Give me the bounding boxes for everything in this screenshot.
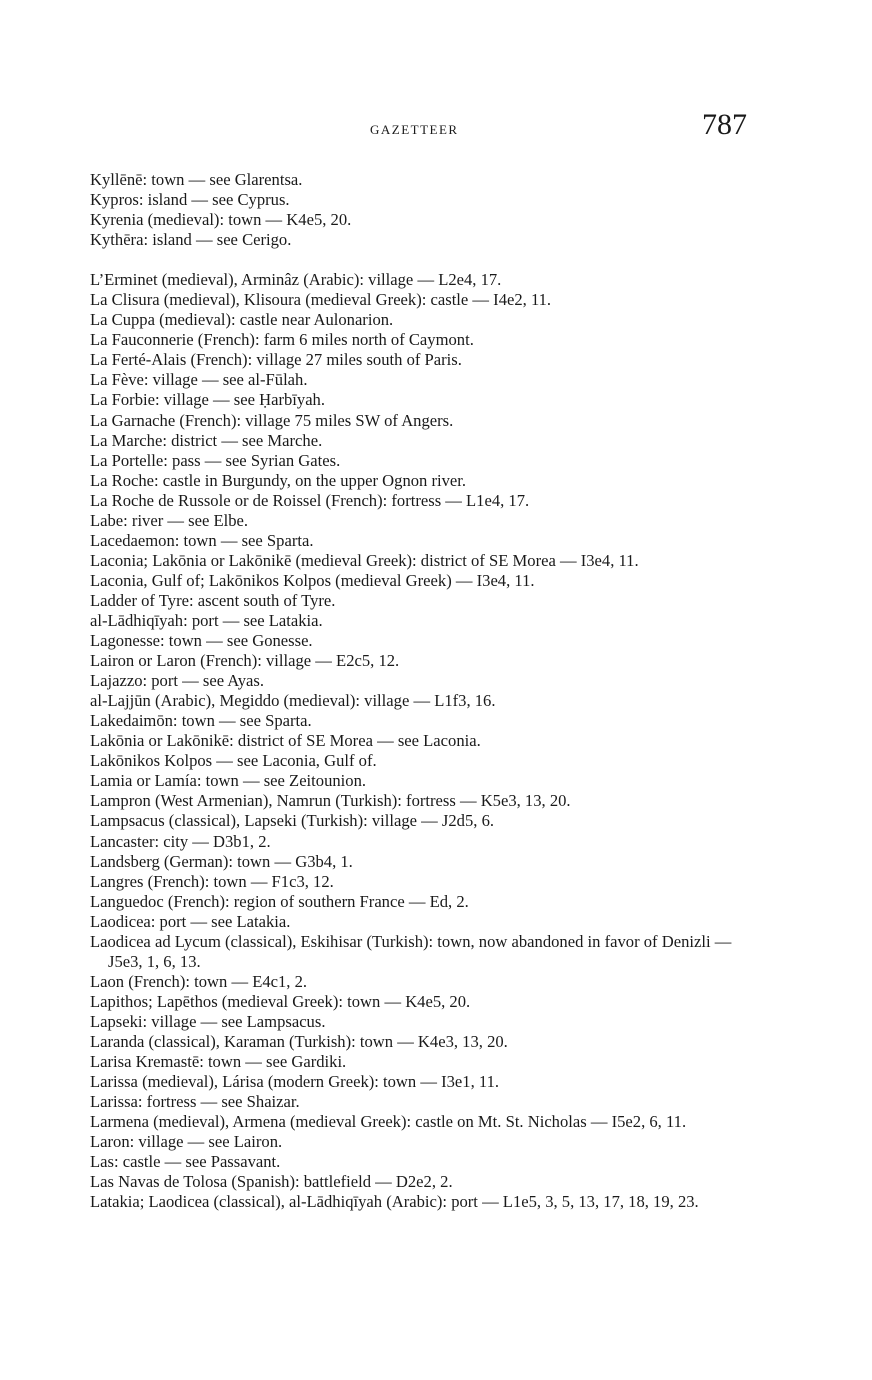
gazetteer-entry: Laodicea: port — see Latakia. <box>90 911 291 931</box>
gazetteer-entry: Laconia, Gulf of; Lakōnikos Kolpos (medieval Greek) — I3e4, 11. <box>90 570 535 590</box>
gazetteer-entry: Lapseki: village — see Lampsacus. <box>90 1011 326 1031</box>
gazetteer-entry: La Garnache (French): village 75 miles SW of Angers. <box>90 410 454 430</box>
gazetteer-entry: Laconia; Lakōnia or Lakōnikē (medieval Greek): district of SE Morea — I3e4, 11. <box>90 550 639 570</box>
gazetteer-entry: Larissa (medieval), Lárisa (modern Greek): town — I3e1, 11. <box>90 1072 500 1092</box>
entry-group-l <box>90 270 750 1212</box>
gazetteer-entry: Laon (French): town — E4c1, 2. <box>90 971 308 991</box>
gazetteer-entry: Kyllēnē: town — see Glarentsa. <box>90 170 303 189</box>
gazetteer-entry: Larmena (medieval), Armena (medieval Greek): castle on Mt. St. Nicholas — I5e2, 6, 11. <box>90 1112 687 1132</box>
gazetteer-entry: Las: castle — see Passavant. <box>90 1152 281 1172</box>
gazetteer-entry: Labe: river — see Elbe. <box>90 510 249 530</box>
entry-group-k <box>90 170 750 250</box>
gazetteer-entry: La Fauconnerie (French): farm 6 miles north of Caymont. <box>90 330 474 350</box>
gazetteer-entry: La Forbie: village — see Ḥarbīyah. <box>90 390 326 410</box>
gazetteer-entry: Laodicea ad Lycum (classical), Eskihisar (Turkish): town, now abandoned in favor of Denizli — J5e3, 1, 6, 13. <box>90 931 732 971</box>
gazetteer-entry: Kypros: island — see Cyprus. <box>90 190 290 210</box>
gazetteer-entry: Latakia; Laodicea (classical), al-Lādhiqīyah (Arabic): port — L1e5, 3, 5, 13, 17, 18, 19, 23. <box>90 1192 699 1212</box>
gazetteer-entry: Lapithos; Lapēthos (medieval Greek): town — K4e5, 20. <box>90 991 471 1011</box>
gazetteer-entry: La Fève: village — see al-Fūlah. <box>90 370 308 390</box>
gazetteer-entry: La Roche de Russole or de Roissel (French): fortress — L1e4, 17. <box>90 490 530 510</box>
gazetteer-entry: Laranda (classical), Karaman (Turkish): town — K4e3, 13, 20. <box>90 1031 508 1051</box>
gazetteer-entry: La Marche: district — see Marche. <box>90 430 323 450</box>
gazetteer-entry: Landsberg (German): town — G3b4, 1. <box>90 851 353 871</box>
gazetteer-entry: Kythēra: island — see Cerigo. <box>90 230 292 250</box>
gazetteer-entry: Ladder of Tyre: ascent south of Tyre. <box>90 590 336 610</box>
gazetteer-entry: La Ferté-Alais (French): village 27 miles south of Paris. <box>90 350 462 370</box>
gazetteer-entry: Lakōnikos Kolpos — see Laconia, Gulf of. <box>90 751 377 771</box>
gazetteer-entry: Larisa Kremastē: town — see Gardiki. <box>90 1052 347 1072</box>
gazetteer-entry: Langres (French): town — F1c3, 12. <box>90 871 334 891</box>
gazetteer-entry: Lampsacus (classical), Lapseki (Turkish): village — J2d5, 6. <box>90 811 495 831</box>
gazetteer-entry: Lamia or Lamía: town — see Zeitounion. <box>90 771 367 791</box>
gazetteer-entry: al-Lādhiqīyah: port — see Latakia. <box>90 610 323 630</box>
gazetteer-entry: Las Navas de Tolosa (Spanish): battlefield — D2e2, 2. <box>90 1172 453 1192</box>
group-gap <box>90 250 750 270</box>
page-header-title: GAZETTEER <box>370 122 459 137</box>
gazetteer-entry: Lakedaimōn: town — see Sparta. <box>90 711 312 731</box>
gazetteer-entry: La Roche: castle in Burgundy, on the upper Ognon river. <box>90 470 467 490</box>
gazetteer-entry: Lakōnia or Lakōnikē: district of SE Morea — see Laconia. <box>90 731 481 751</box>
gazetteer-entry: L’Erminet (medieval), Arminâz (Arabic): village — L2e4, 17. <box>90 270 502 290</box>
gazetteer-entry: La Cuppa (medieval): castle near Aulonarion. <box>90 310 394 330</box>
gazetteer-entry: La Portelle: pass — see Syrian Gates. <box>90 450 341 470</box>
page-number: 787 <box>702 108 747 141</box>
gazetteer-entry: Lagonesse: town — see Gonesse. <box>90 631 313 651</box>
gazetteer-entry: La Clisura (medieval), Klisoura (medieval Greek): castle — I4e2, 11. <box>90 290 552 310</box>
gazetteer-entry: Kyrenia (medieval): town — K4e5, 20. <box>90 210 352 230</box>
gazetteer-entry: Lampron (West Armenian), Namrun (Turkish): fortress — K5e3, 13, 20. <box>90 791 571 811</box>
gazetteer-entry: Larissa: fortress — see Shaizar. <box>90 1092 300 1112</box>
gazetteer-entry: Languedoc (French): region of southern France — Ed, 2. <box>90 891 469 911</box>
gazetteer-entry: Lairon or Laron (French): village — E2c5, 12. <box>90 651 400 671</box>
gazetteer-entries <box>90 170 750 1212</box>
gazetteer-entry: al-Lajjūn (Arabic), Megiddo (medieval): village — L1f3, 16. <box>90 691 496 711</box>
gazetteer-entry: Lajazzo: port — see Ayas. <box>90 671 265 691</box>
gazetteer-entry: Lacedaemon: town — see Sparta. <box>90 530 314 550</box>
gazetteer-entry: Laron: village — see Lairon. <box>90 1132 283 1152</box>
gazetteer-entry: Lancaster: city — D3b1, 2. <box>90 831 271 851</box>
